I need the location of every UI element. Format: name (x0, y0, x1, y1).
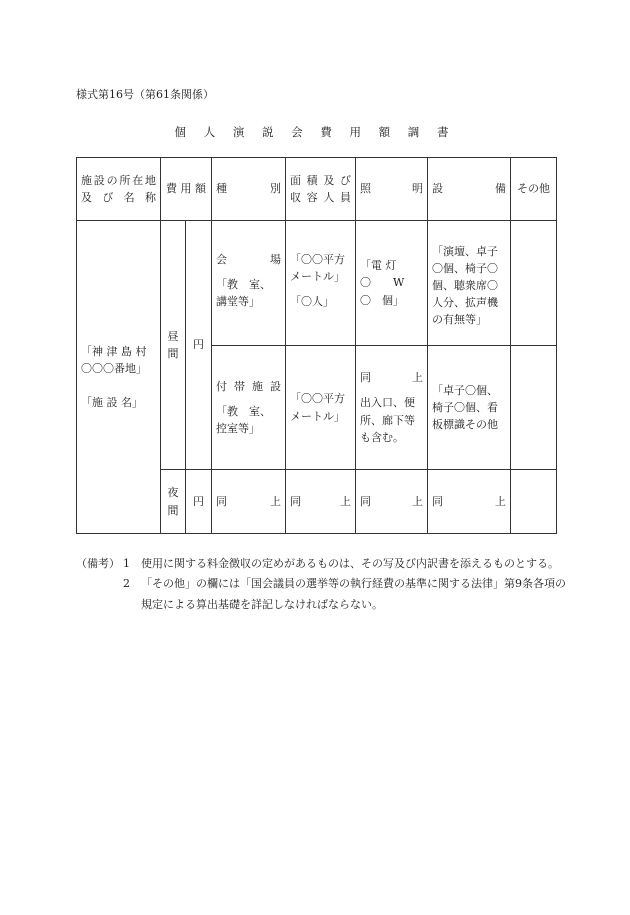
venue-other (511, 221, 557, 346)
night-lighting: 同 上 (356, 470, 428, 534)
note-text: 「その他」の欄には「国会議員の選挙等の執行経費の基準に関する法律」第9条各項の規定による算出基礎を詳記しなければならない。 (141, 577, 566, 611)
note-item (76, 554, 566, 574)
night-other (511, 470, 557, 534)
header-type: 種 別 (212, 158, 286, 221)
expense-table (76, 157, 557, 534)
header-area-line: 面 積 及 び (290, 173, 351, 187)
venue-type: 会 場 「教 室、 講堂等」 (212, 221, 286, 346)
day-yen: 円 (186, 221, 212, 470)
header-facility-line: 施設の所在地 (81, 173, 156, 187)
attached-area: 「〇〇平方 メートル」 (286, 346, 356, 470)
note-number: 2 (123, 577, 130, 591)
note-number: 1 (123, 557, 130, 570)
attached-other (511, 346, 557, 470)
table-row (77, 221, 557, 346)
header-other: その他 (511, 158, 557, 221)
facility-name-line: 〇〇〇番地」 (81, 361, 147, 375)
header-facility-line: 及 び 名 称 (81, 191, 156, 204)
note-text: 使用に関する料金徴収の定めがあるものは、その写及び内訳書を添えるものとする。 (141, 557, 559, 570)
notes-section (76, 554, 566, 615)
night-type: 同 上 (212, 470, 286, 534)
attached-type: 付 帯 施 設 「教 室、 控室等」 (212, 346, 286, 470)
document-title: 個 人 演 説 会 費 用 額 調 書 (174, 125, 456, 139)
day-label: 昼 間 (161, 221, 186, 470)
facility-name-line: 「施 設 名」 (81, 396, 143, 410)
night-yen: 円 (186, 470, 212, 534)
venue-lighting: 「電 灯 〇 W 〇 個」 (356, 221, 428, 346)
header-facility (77, 158, 161, 221)
header-row (77, 158, 557, 221)
notes-label: （備考） (76, 557, 120, 570)
header-area-line: 収 容 人 員 (290, 191, 351, 204)
night-area: 同 上 (286, 470, 356, 534)
attached-lighting: 同 上 出入口、便 所、廊下等 も含む。 (356, 346, 428, 470)
night-label: 夜 間 (161, 470, 186, 534)
facility-name-line (81, 377, 156, 394)
facility-name-cell (77, 221, 161, 534)
header-cost: 費 用 額 (161, 158, 212, 221)
note-item (76, 574, 566, 615)
form-number: 様式第16号（第61条関係） (76, 88, 214, 101)
attached-equipment: 「卓子〇個、 椅子〇個、看 板標識その他 (428, 346, 511, 470)
header-equipment: 設 備 (428, 158, 511, 221)
venue-equipment: 「演壇、卓子 〇個、椅子〇 個、聴衆席〇 人分、拡声機 の有無等」 (428, 221, 511, 346)
facility-name-line: 「神 津 島 村 (81, 344, 147, 358)
venue-area: 「〇〇平方 メートル」 「〇人」 (286, 221, 356, 346)
header-area (286, 158, 356, 221)
night-equipment: 同 上 (428, 470, 511, 534)
header-lighting: 照 明 (356, 158, 428, 221)
